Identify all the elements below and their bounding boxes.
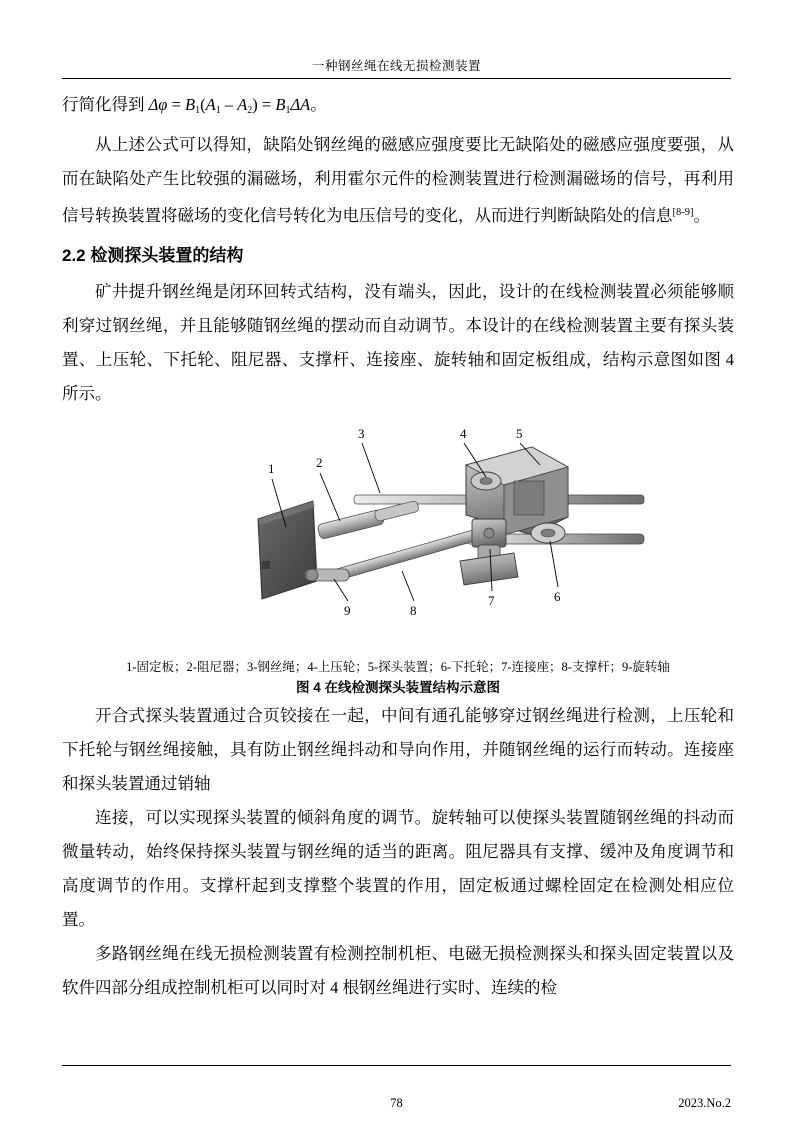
formula-a1: A [205, 95, 216, 114]
figure-4 [62, 421, 734, 653]
running-title: 一种钢丝绳在线无损检测装置 [311, 59, 481, 73]
footer-divider [62, 1065, 731, 1066]
issue-label: 2023.No.2 [678, 1096, 731, 1110]
formula-a1-sub: 1 [215, 105, 221, 116]
page-header [62, 56, 731, 75]
page-content [62, 88, 734, 1005]
callout-9: 9 [344, 603, 351, 618]
callout-7: 7 [488, 593, 495, 608]
callout-1: 1 [268, 461, 275, 476]
formula-line [62, 88, 734, 128]
section-heading: 2.2 检测探头装置的结构 [62, 246, 244, 265]
formula-delta-phi: Δφ [148, 95, 168, 114]
paragraph-3: 开合式探头装置通过合页铰接在一起，中间有通孔能够穿过钢丝绳进行检测，上压轮和下托轮与钢丝绳接触，具有防止钢丝绳抖动和导向作用，并随钢丝绳的运行而转动。连接座和探头装置通过销轴 [62, 706, 734, 793]
support-rod [330, 530, 477, 582]
formula-equals: = [167, 95, 185, 114]
citation-ref: [8-9] [672, 207, 694, 218]
paragraph-1-text: 从上述公式可以得知，缺陷处钢丝绳的磁感应强度要比无缺陷处的磁感应强度要强，从而在缺陷处产生比较强的漏磁场，利用霍尔元件的检测装置进行检测漏磁场的信号，再利用信号转换装置将磁场的变化信号转化为电压信号的变化，从而进行判断缺陷处的信息 [62, 135, 734, 225]
formula-prefix: 行简化得到 [62, 95, 149, 114]
formula-a2: A [237, 95, 248, 114]
header-divider [62, 78, 731, 79]
callout-8: 8 [410, 603, 417, 618]
figure-legend: 1-固定板；2-阻尼器；3-钢丝绳；4-上压轮；5-探头装置；6-下托轮；7-连接座；8-支撑杆；9-旋转轴 [126, 660, 670, 674]
formula-delta-a: ΔA [290, 95, 311, 114]
lower-support-wheel [531, 523, 565, 543]
formula-b1-sub: 1 [195, 105, 201, 116]
formula-equals-2: = [257, 95, 276, 114]
paragraph-1-end: 。 [693, 206, 710, 225]
callout-6: 6 [554, 589, 561, 604]
figure-4-illustration [62, 421, 734, 653]
upper-pressure-wheel [471, 472, 501, 490]
callout-4: 4 [460, 426, 467, 441]
page-number: 78 [390, 1096, 403, 1110]
fixed-plate [258, 501, 317, 599]
paragraph-5: 多路钢丝绳在线无损检测装置有检测控制机柜、电磁无损检测探头和探头固定装置以及软件四部分组成控制机柜可以同时对 4 根钢丝绳进行实时、连续的检 [62, 944, 734, 997]
formula-b1-second-sub: 1 [285, 105, 291, 116]
callout-5: 5 [516, 426, 523, 441]
damper [317, 500, 419, 539]
formula-b1-second: B [275, 95, 286, 114]
callout-3: 3 [358, 426, 365, 441]
rotating-shaft [305, 569, 349, 581]
formula-minus: – [220, 95, 238, 114]
callout-2: 2 [316, 455, 323, 470]
paragraph-4: 连接，可以实现探头装置的倾斜角度的调节。旋转轴可以使探头装置随钢丝绳的抖动而微量转动，始终保持探头装置与钢丝绳的适当的距离。阻尼器具有支撑、缓冲及角度调节和高度调节的作用。支撑杆起到支撑整个装置的作用，固定板通过螺栓固定在检测处相应位置。 [62, 808, 734, 929]
figure-caption: 图 4 在线检测探头装置结构示意图 [295, 680, 500, 695]
paragraph-2: 矿井提升钢丝绳是闭环回转式结构，没有端头，因此，设计的在线检测装置必须能够顺利穿过钢丝绳，并且能够随钢丝绳的摆动而自动调节。本设计的在线检测装置主要有探头装置、上压轮、下托轮、阻尼器、支撑杆、连接座、旋转轴和固定板组成，结构示意图如图 4 所示。 [62, 282, 734, 403]
formula-period: 。 [310, 95, 327, 114]
formula-b1: B [185, 95, 196, 114]
formula-open-paren: ( [200, 95, 206, 114]
formula-a2-sub: 2 [247, 105, 253, 116]
formula-close-paren: ) [252, 95, 258, 114]
base-mount [460, 553, 518, 585]
paragraph-1 [62, 128, 734, 233]
